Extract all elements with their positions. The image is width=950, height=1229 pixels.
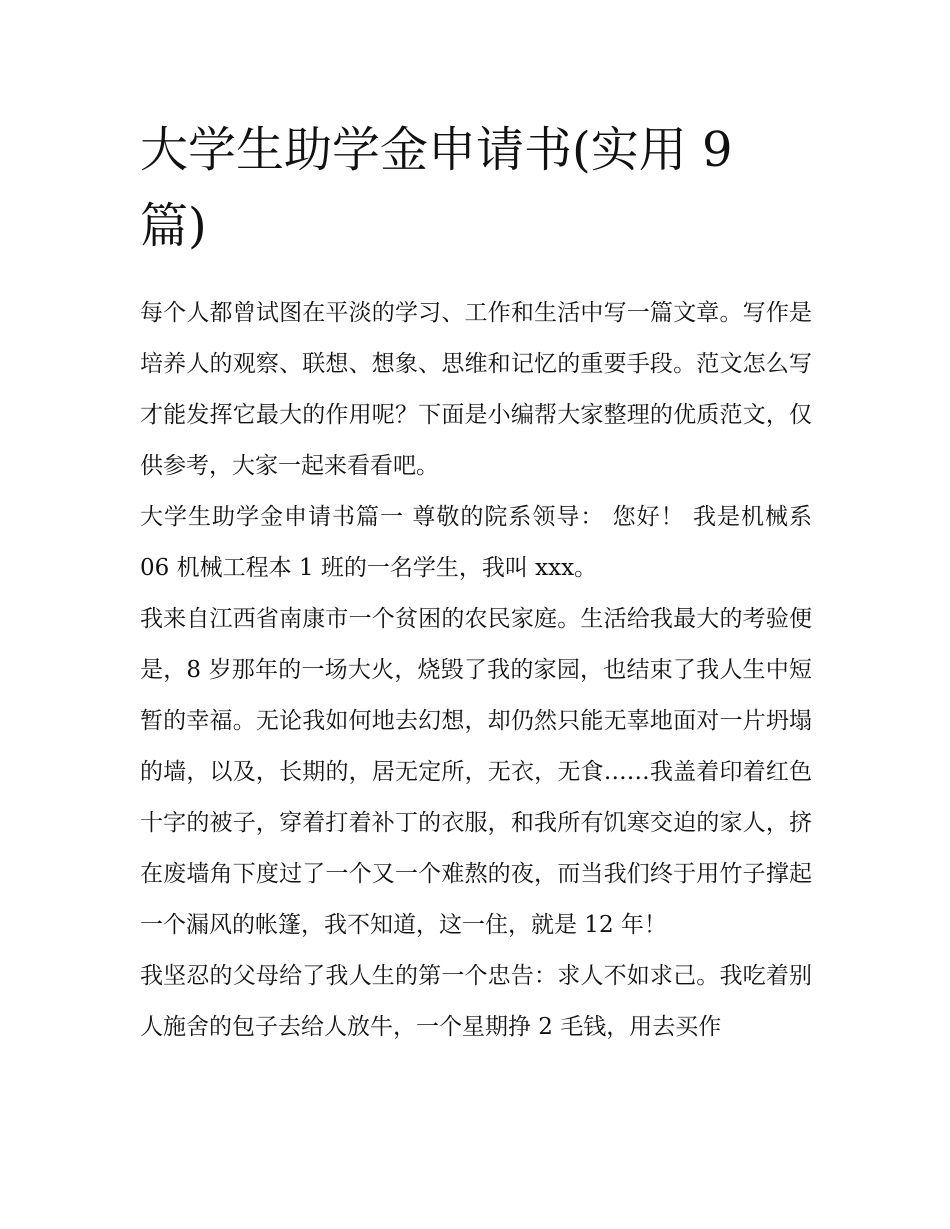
document-title: 大学生助学金申请书(实用 9 篇) — [140, 122, 733, 254]
intro-paragraph: 每个人都曾试图在平淡的学习、工作和生活中写一篇文章。写作是培养人的观察、联想、想象、思维和记忆的重要手段。范文怎么写才能发挥它最大的作用呢？下面是小编帮大家整理的优质范文，仅供参考，大家一起来看看吧。 — [140, 300, 812, 479]
background-paragraph: 我来自江西省南康市一个贫困的农民家庭。生活给我最大的考验便是，8 岁那年的一场大火，烧毁了我的家园，也结束了我人生中短暂的幸福。无论我如何地去幻想，却仍然只能无辜地面对一片坍塌的墙，以及，长期的，居无定所，无衣，无食……我盖着印着红色十字的被子，穿着打着补丁的衣服，和我所有饥寒交迫的家人，挤在废墙角下度过了一个又一个难熬的夜，而当我们终于用竹子撑起一个漏风的帐篷，我不知道，这一住，就是 12 年！ — [140, 606, 812, 938]
document-body — [140, 112, 812, 1053]
salutation-paragraph: 大学生助学金申请书篇一 尊敬的院系领导： 您好！ 我是机械系 06 机械工程本 1 班的一名学生，我叫 xxx。 — [140, 504, 812, 581]
parents-advice-paragraph: 我坚忍的父母给了我人生的第一个忠告：求人不如求己。我吃着别人施舍的包子去给人放牛，一个星期挣 2 毛钱，用去买作 — [140, 963, 812, 1040]
